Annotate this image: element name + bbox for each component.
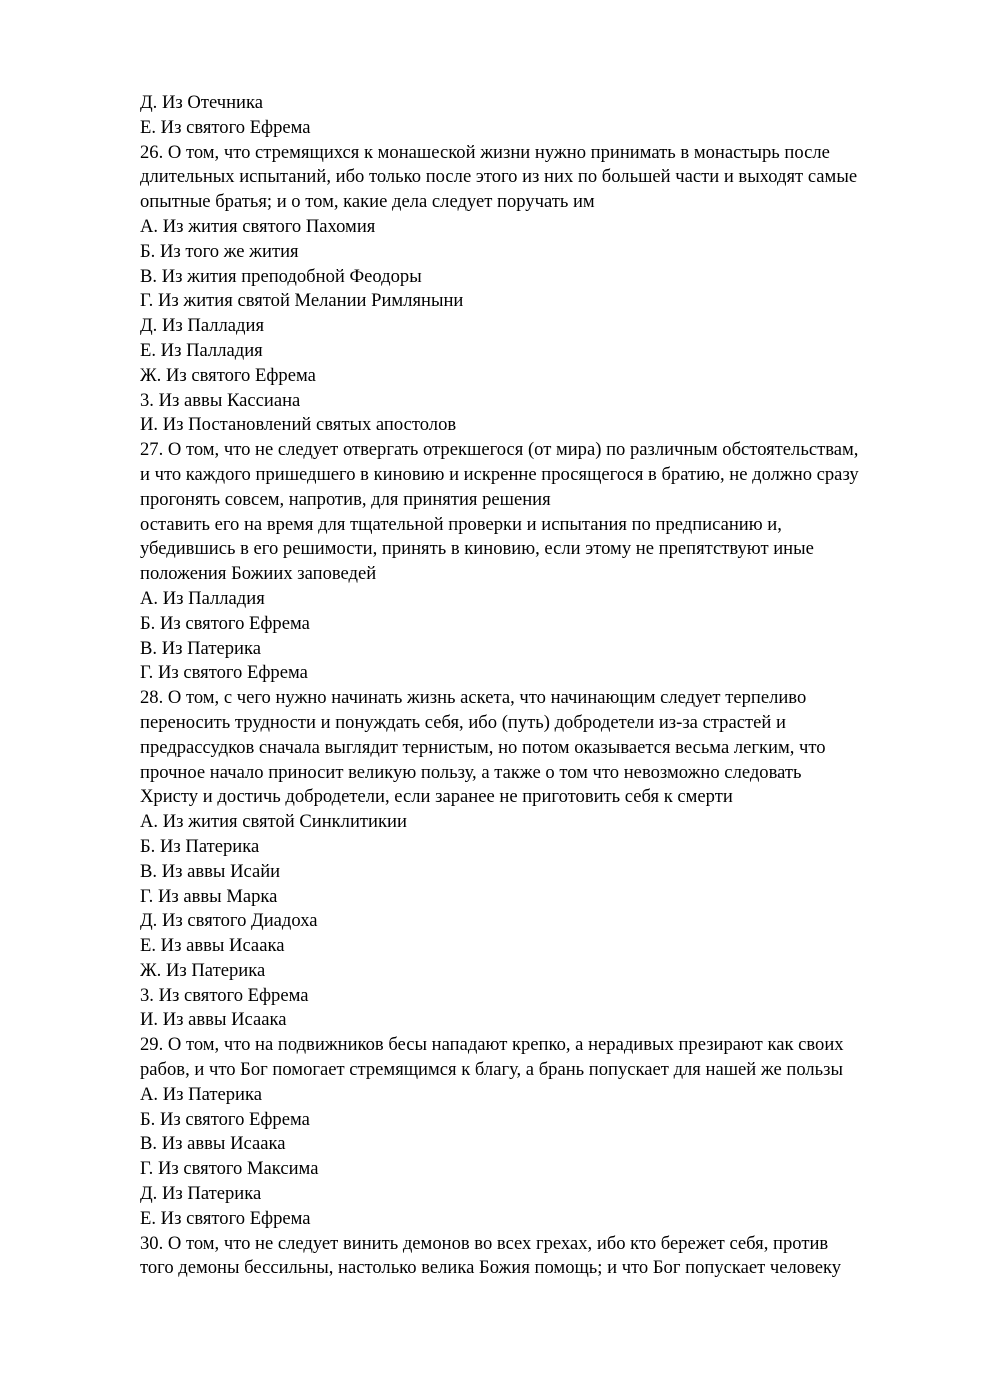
text-line: Ж. Из святого Ефрема: [140, 364, 316, 386]
section-heading-line: прогонять совсем, напротив, для принятия решения: [140, 488, 551, 510]
text-line: Е. Из святого Ефрема: [140, 1207, 311, 1229]
text-line: 3. Из аввы Кассиана: [140, 389, 301, 411]
section-heading-line: положения Божиих заповедей: [140, 563, 377, 585]
section-heading-line: рабов, и что Бог помогает стремящимся к благу, а брань попускает для нашей же пользы: [140, 1059, 843, 1081]
text-line: Д. Из Палладия: [140, 315, 265, 337]
text-line: Г. Из аввы Марка: [140, 885, 278, 907]
text-line: Б. Из святого Ефрема: [140, 1108, 310, 1130]
section-heading-line: переносить трудности и понуждать себя, ибо (путь) добродетели из-за страстей и: [140, 711, 786, 733]
section-heading-line: прочное начало приносит великую пользу, а также о том что невозможно следовать: [140, 761, 802, 783]
text-line: 3. Из святого Ефрема: [140, 984, 309, 1006]
text-line: А. Из жития святой Синклитикии: [140, 811, 407, 833]
section-heading-line: того демоны бессильны, настолько велика Божия помощь; и что Бог попускает человеку: [140, 1257, 842, 1279]
section-heading-line: Христу и достичь добродетели, если заранее не приготовить себя к смерти: [140, 786, 733, 808]
text-line: Д. Из Отечника: [140, 92, 264, 113]
text-line: Д. Из святого Диадоха: [140, 910, 318, 932]
text-line: Г. Из святого Ефрема: [140, 662, 308, 684]
text-line: В. Из аввы Исайи: [140, 860, 281, 882]
document-page: [140, 91, 930, 1281]
text-line: А. Из Палладия: [140, 587, 265, 609]
section-heading-line: убедившись в его решимости, принять в киновию, если этому не препятствуют иные: [140, 538, 814, 560]
text-line: И. Из аввы Исаака: [140, 1009, 287, 1031]
text-line: Е. Из Палладия: [140, 339, 263, 361]
section-heading-line: 29. О том, что на подвижников бесы нападают крепко, а нерадивых презирают как своих: [140, 1034, 844, 1056]
section-heading-line: 26. О том, что стремящихся к монашеской жизни нужно принимать в монастырь после: [140, 141, 830, 163]
text-line: Г. Из святого Максима: [140, 1158, 319, 1180]
text-line: Б. Из того же жития: [140, 240, 299, 262]
section-heading-line: оставить его на время для тщательной проверки и испытания по предписанию и,: [140, 513, 782, 535]
section-heading-line: 27. О том, что не следует отвергать отрекшегося (от мира) по различным обстоятельствам,: [140, 439, 859, 461]
text-line: Г. Из жития святой Мелании Римляныни: [140, 290, 464, 312]
section-heading-line: 30. О том, что не следует винить демонов во всех грехах, ибо кто бережет себя, против: [140, 1232, 829, 1254]
text-line: В. Из аввы Исаака: [140, 1133, 286, 1155]
text-line: А. Из Патерика: [140, 1083, 262, 1105]
text-line: Д. Из Патерика: [140, 1183, 262, 1205]
text-line: Е. Из святого Ефрема: [140, 116, 311, 138]
section-heading-line: длительных испытаний, ибо только после этого из них по большей части и выходят самые: [140, 166, 858, 188]
text-line: В. Из Патерика: [140, 637, 261, 659]
section-heading-line: предрассудков сначала выглядит тернистым, но потом оказывается весьма легким, что: [140, 736, 826, 758]
text-line: А. Из жития святого Пахомия: [140, 215, 376, 237]
text-line: В. Из жития преподобной Феодоры: [140, 265, 422, 287]
section-heading-line: опытные братья; и о том, какие дела следует поручать им: [140, 191, 595, 213]
section-heading-line: 28. О том, с чего нужно начинать жизнь аскета, что начинающим следует терпеливо: [140, 687, 807, 709]
text-line: Б. Из святого Ефрема: [140, 612, 310, 634]
text-line: Ж. Из Патерика: [140, 959, 266, 981]
section-heading-line: и что каждого пришедшего в киновию и искренне просящегося в братию, не должно сразу: [140, 463, 859, 485]
text-line: Б. Из Патерика: [140, 835, 260, 857]
text-line: Е. Из аввы Исаака: [140, 935, 285, 957]
text-line: И. Из Постановлений святых апостолов: [140, 414, 457, 436]
